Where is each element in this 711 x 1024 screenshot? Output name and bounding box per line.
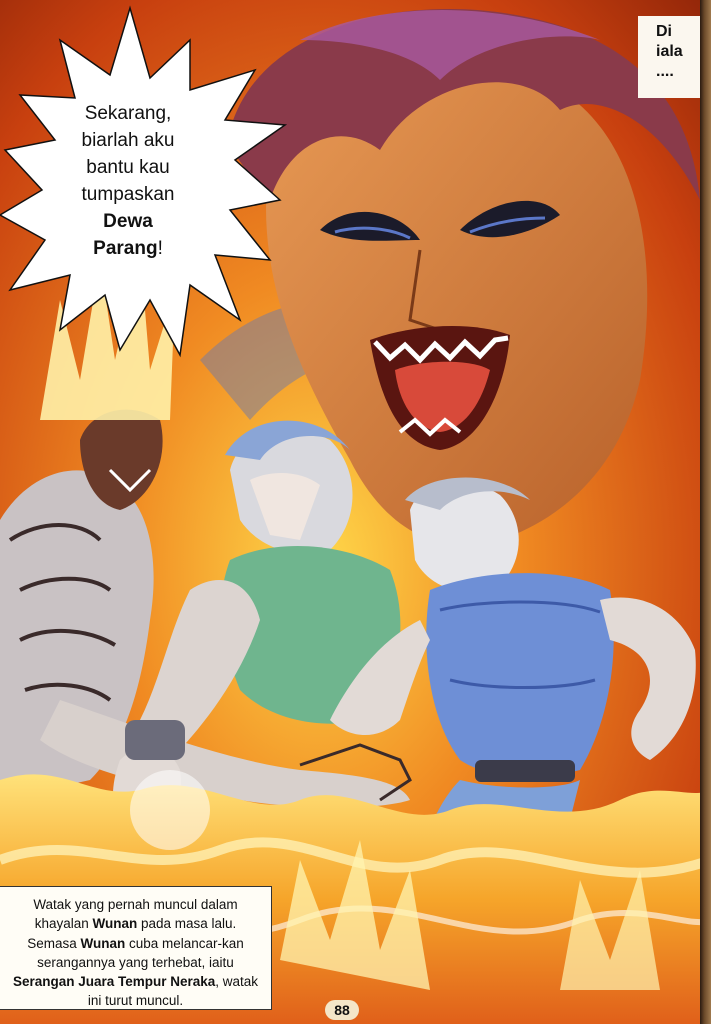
caption-name-1: Wunan bbox=[92, 916, 138, 932]
speech-bubble-text bbox=[48, 100, 208, 262]
corner-line-3: .... bbox=[656, 63, 674, 80]
speech-line-4: tumpaskan bbox=[81, 184, 175, 205]
speech-line-3: bantu kau bbox=[86, 157, 170, 178]
caption-part-3: cuba melancar-kan serangannya yang terhebat, iaitu bbox=[37, 935, 244, 970]
page-spine bbox=[700, 0, 711, 1024]
caption-part-4: , watak ini turut muncul. bbox=[87, 974, 259, 1009]
corner-caption-box bbox=[638, 16, 700, 98]
page-number: 88 bbox=[325, 1000, 359, 1020]
caption-part-2: pada masa lalu. Semasa bbox=[27, 916, 237, 951]
speech-name-1: Dewa bbox=[103, 211, 153, 232]
corner-line-2: iala bbox=[656, 43, 683, 60]
speech-line-2: biarlah aku bbox=[81, 130, 175, 151]
caption-part-1: Watak yang pernah muncul dalam khayalan bbox=[33, 897, 238, 932]
caption-attack-name: Serangan Juara Tempur Neraka bbox=[12, 974, 216, 990]
narration-caption bbox=[0, 886, 272, 1010]
speech-name-2: Parang bbox=[93, 238, 158, 259]
corner-line-1: Di bbox=[656, 23, 672, 40]
caption-name-2: Wunan bbox=[80, 935, 126, 951]
speech-exclamation: ! bbox=[157, 238, 163, 259]
speech-line-1: Sekarang, bbox=[84, 103, 172, 124]
